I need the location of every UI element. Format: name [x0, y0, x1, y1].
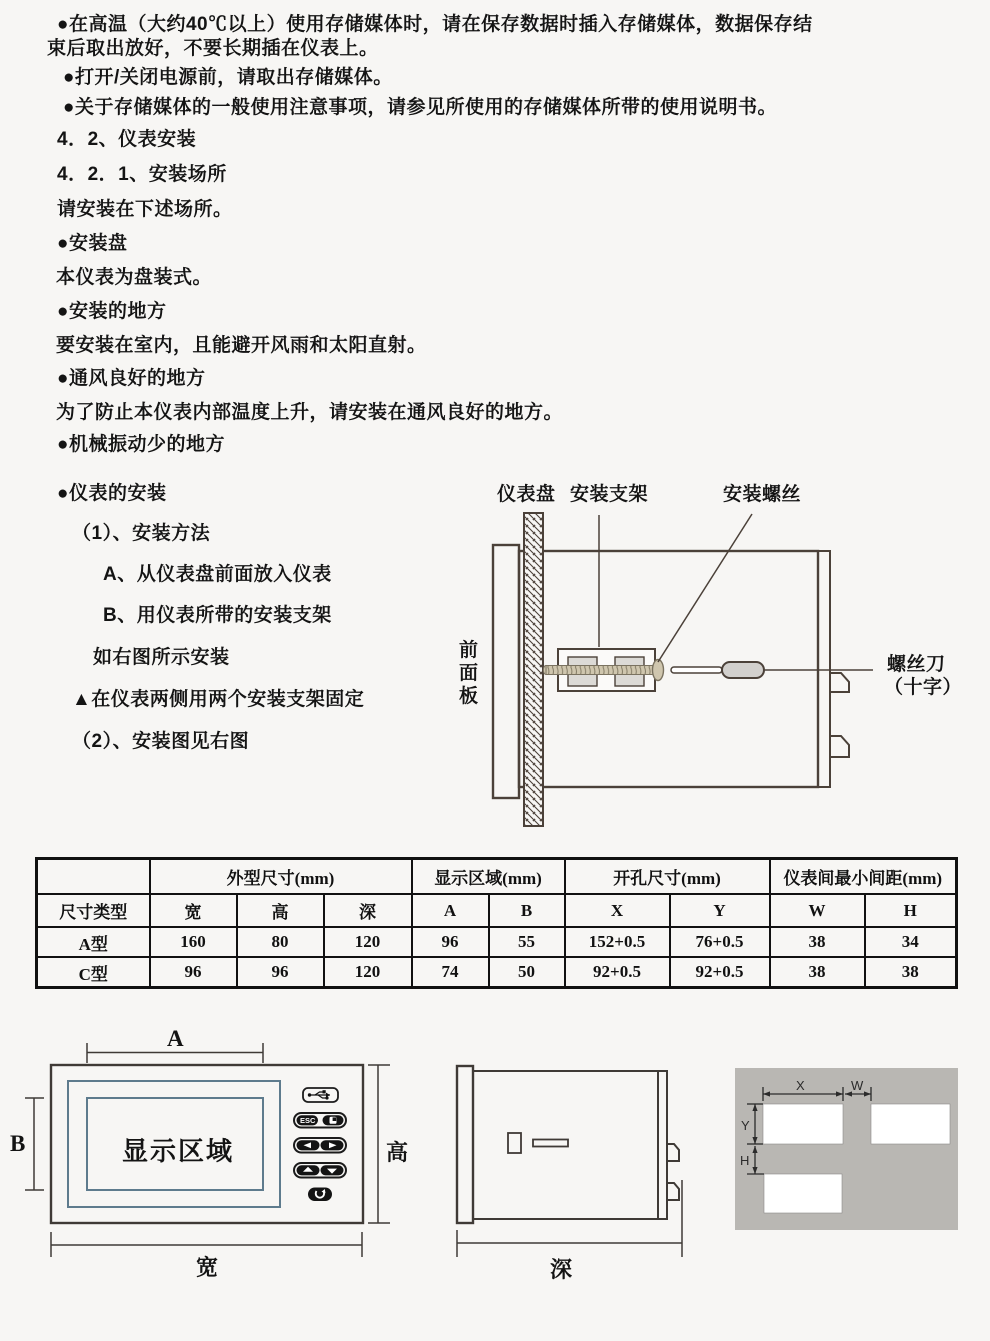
rear-clip-top — [830, 673, 849, 692]
group-header-display: 显示区域(mm) — [412, 859, 565, 895]
dim-label-depth: 深 — [550, 1257, 573, 1282]
col-header: W — [770, 894, 865, 927]
cell: 160 — [150, 927, 237, 957]
cutout-dim-x: X — [796, 1078, 805, 1093]
label-instrument-panel: 仪表盘 — [497, 484, 556, 505]
usb-button — [303, 1088, 338, 1102]
cell: 120 — [324, 957, 412, 988]
cutout-dim-h: H — [740, 1153, 750, 1168]
para-storage-line1: ●在高温（大约40℃以上）使用存储媒体时，请在保存数据时插入存储媒体，数据保存结 — [57, 14, 813, 35]
screwdriver-shaft — [671, 667, 722, 673]
rear-clip-bottom — [830, 736, 849, 757]
cell: 50 — [489, 957, 565, 988]
bullet-location: ●安装的地方 — [57, 301, 167, 322]
cell: 76+0.5 — [670, 927, 770, 957]
col-header: A — [412, 894, 489, 927]
group-header-outline: 外型尺寸(mm) — [150, 859, 412, 895]
item-1: （1）、安装方法 — [72, 523, 211, 544]
col-header: 尺寸类型 — [37, 894, 150, 927]
side-slot-small — [508, 1133, 521, 1153]
cutout-dim-w: W — [851, 1078, 864, 1093]
item-2: （2）、安装图见右图 — [72, 731, 250, 752]
label-front-panel: 前面板 — [459, 640, 479, 707]
bullet-mounting: ●仪表的安装 — [57, 483, 167, 504]
col-header: 深 — [324, 894, 412, 927]
side-bezel — [457, 1066, 473, 1223]
left-right-button-row — [294, 1138, 346, 1153]
bullet-ventilation: ●通风良好的地方 — [57, 368, 206, 389]
bullet-vibration: ●机械振动少的地方 — [57, 434, 225, 455]
dim-label-height: 高 — [386, 1140, 409, 1165]
dimension-table — [35, 857, 958, 989]
cell: 96 — [150, 957, 237, 988]
screwdriver-handle — [722, 662, 764, 678]
up-down-button-row — [294, 1163, 346, 1178]
item-1a: A、从仪表盘前面放入仪表 — [103, 564, 332, 585]
row-label: A型 — [37, 927, 150, 957]
page-icon-dot — [333, 1117, 337, 1121]
col-header: X — [565, 894, 670, 927]
bullet-power: ●打开/关闭电源前，请取出存储媒体。 — [63, 67, 393, 88]
cell: 55 — [489, 927, 565, 957]
bullet-panel: ●安装盘 — [57, 233, 128, 254]
para-storage-line2: 束后取出放好，不要长期插在仪表上。 — [47, 38, 379, 59]
bullet-notes: ●关于存储媒体的一般使用注意事项，请参见所使用的存储媒体所带的使用说明书。 — [63, 97, 777, 118]
rear-strip — [818, 551, 830, 787]
table-group-header-row — [37, 859, 957, 895]
side-clip-top — [667, 1144, 679, 1161]
dim-label-b: B — [10, 1131, 26, 1156]
cell: 38 — [770, 927, 865, 957]
cell: 80 — [237, 927, 324, 957]
side-slot-long — [533, 1140, 568, 1147]
label-mount-screw: 安装螺丝 — [723, 484, 802, 505]
esc-button-row — [294, 1113, 346, 1128]
cutout-hole-3 — [764, 1174, 842, 1213]
panel-cutout-diagram — [720, 1050, 990, 1250]
cell: 38 — [770, 957, 865, 988]
esc-label: ESC — [300, 1116, 316, 1125]
mount-wall-hatch — [524, 513, 543, 826]
label-mount-bracket: 安装支架 — [570, 484, 649, 505]
cell: 38 — [865, 957, 957, 988]
cell: 152+0.5 — [565, 927, 670, 957]
enter-button — [308, 1188, 332, 1202]
cell: 92+0.5 — [670, 957, 770, 988]
cell: 96 — [412, 927, 489, 957]
heading-4-2-1: 4．2．1、安装场所 — [57, 164, 227, 185]
display-area-label: 显示区域 — [122, 1137, 235, 1166]
cell: 74 — [412, 957, 489, 988]
dim-label-a: A — [167, 1026, 185, 1051]
line-install-place: 请安装在下述场所。 — [57, 199, 233, 220]
col-header: Y — [670, 894, 770, 927]
cutout-dim-y: Y — [741, 1118, 750, 1133]
cell: 34 — [865, 927, 957, 957]
item-1b: B、用仪表所带的安装支架 — [103, 605, 332, 626]
table-row-type-c — [37, 957, 957, 988]
screw-leader-line — [658, 514, 752, 662]
table-row-type-a — [37, 927, 957, 957]
cell: 96 — [237, 957, 324, 988]
line-as-right: 如右图所示安装 — [93, 647, 230, 668]
col-header: H — [865, 894, 957, 927]
cell: 92+0.5 — [565, 957, 670, 988]
bezel-outline — [493, 545, 519, 798]
side-body — [473, 1071, 658, 1219]
install-diagram — [450, 505, 990, 835]
line-indoor: 要安装在室内，且能避开风雨和太阳直射。 — [56, 335, 427, 356]
side-rear-strip — [658, 1071, 667, 1219]
heading-4-2: 4．2、仪表安装 — [57, 129, 197, 150]
label-screwdriver: 螺丝刀 — [887, 654, 946, 675]
group-header-cutout: 开孔尺寸(mm) — [565, 859, 770, 895]
screw-thread — [546, 666, 654, 675]
cutout-hole-2 — [871, 1104, 950, 1144]
line-panel-type: 本仪表为盘装式。 — [56, 267, 213, 288]
col-header: 高 — [237, 894, 324, 927]
group-header-spacing: 仪表间最小间距(mm) — [770, 859, 957, 895]
dim-label-width: 宽 — [196, 1255, 219, 1280]
table-column-header-row — [37, 894, 957, 927]
line-fix: ▲在仪表两侧用两个安装支架固定 — [72, 689, 365, 710]
col-header: 宽 — [150, 894, 237, 927]
col-header: B — [489, 894, 565, 927]
screw-head — [653, 660, 664, 681]
line-vent-detail: 为了防止本仪表内部温度上升，请安装在通风良好的地方。 — [56, 402, 564, 423]
label-screwdriver-type: （十字） — [884, 677, 963, 698]
table-corner-cell — [37, 859, 150, 895]
row-label: C型 — [37, 957, 150, 988]
side-clip-bottom — [667, 1183, 679, 1200]
cell: 120 — [324, 927, 412, 957]
cutout-hole-1 — [763, 1104, 843, 1144]
